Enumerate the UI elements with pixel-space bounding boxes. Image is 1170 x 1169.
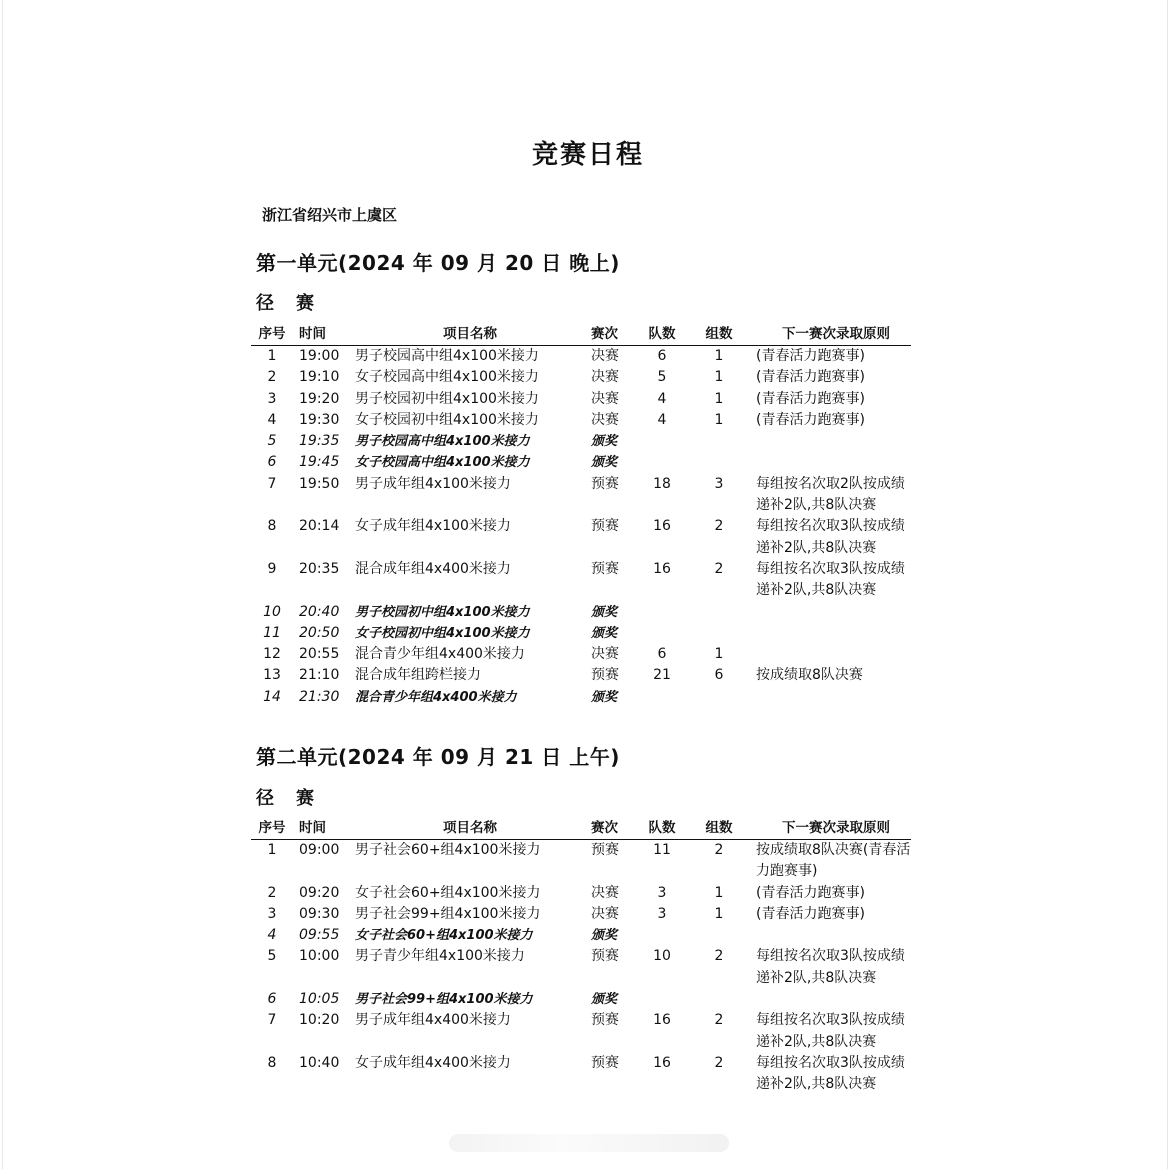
cell-no: 12	[263, 646, 281, 663]
cell-rule: (青春活力跑赛事)	[756, 369, 865, 386]
page-title: 竞赛日程	[531, 140, 644, 170]
table-header	[251, 818, 911, 840]
column-header-time: 时间	[299, 326, 326, 342]
table-row	[251, 644, 911, 665]
unit-1-event-type: 径赛	[256, 293, 336, 314]
cell-round: 决赛	[591, 390, 619, 407]
cell-no: 7	[267, 1012, 277, 1029]
cell-name: 女子成年组4x400米接力	[355, 1054, 511, 1071]
cell-no: 13	[263, 667, 281, 684]
table-row	[251, 602, 911, 623]
cell-name: 混合青少年组4x400米接力	[355, 646, 525, 663]
table-row	[251, 665, 911, 686]
cell-name: 男子校园高中组4x100米接力	[355, 348, 539, 364]
cell-round: 颁奖	[591, 992, 618, 1008]
cell-round: 预赛	[591, 842, 619, 858]
column-header-name: 项目名称	[443, 326, 497, 342]
cell-name: 女子社会60+组4x100米接力	[355, 928, 533, 944]
table-row	[251, 623, 911, 644]
cell-groups: 1	[714, 646, 724, 663]
cell-rule: 按成绩取8队决赛	[756, 667, 863, 684]
cell-round: 决赛	[591, 646, 619, 663]
cell-round: 决赛	[591, 905, 619, 922]
cell-rule: (青春活力跑赛事)	[756, 884, 865, 901]
table-row	[251, 452, 911, 473]
cell-time: 19:10	[299, 369, 340, 386]
cell-time: 10:05	[299, 991, 340, 1008]
cell-no: 10	[263, 603, 281, 620]
cell-no: 6	[267, 991, 277, 1008]
unit-1-heading: 第一单元(2024 年 09 月 20 日 晚上)	[256, 251, 620, 275]
document-page	[2, 0, 1168, 1169]
cell-time: 19:20	[299, 390, 340, 407]
cell-time: 19:45	[299, 454, 340, 471]
cell-name: 男子校园初中组4x100米接力	[355, 390, 539, 407]
cell-round: 颁奖	[591, 928, 618, 944]
column-header-teams: 队数	[648, 326, 676, 342]
cell-no: 3	[267, 905, 277, 922]
cell-name: 混合成年组4x400米接力	[355, 560, 511, 577]
cell-teams: 4	[657, 390, 667, 407]
cell-no: 14	[263, 688, 281, 705]
cell-rule: 每组按名次取3队按成绩递补2队,共8队决赛	[756, 948, 905, 986]
cell-name: 女子社会60+组4x100米接力	[355, 884, 541, 901]
cell-round: 预赛	[591, 560, 619, 577]
cell-round: 决赛	[591, 369, 619, 386]
cell-no: 1	[267, 348, 277, 364]
cell-time: 21:10	[299, 667, 340, 684]
cell-groups: 1	[714, 369, 724, 386]
cell-name: 男子成年组4x400米接力	[355, 1012, 511, 1029]
cell-round: 预赛	[591, 518, 619, 535]
cell-round: 决赛	[591, 884, 619, 901]
table-row	[251, 883, 911, 904]
table-row	[251, 904, 911, 925]
cell-round: 颁奖	[591, 455, 618, 471]
cell-name: 女子校园初中组4x100米接力	[355, 411, 539, 428]
cell-rule: (青春活力跑赛事)	[756, 905, 865, 922]
cell-time: 10:00	[299, 948, 340, 965]
cell-time: 21:30	[299, 688, 340, 705]
cell-round: 颁奖	[591, 689, 618, 705]
cell-teams: 16	[653, 1054, 671, 1071]
cell-groups: 1	[714, 884, 724, 901]
table-row	[251, 925, 911, 946]
cell-name: 混合成年组跨栏接力	[355, 667, 481, 684]
cell-time: 19:35	[299, 433, 340, 450]
cell-name: 女子校园高中组4x100米接力	[355, 455, 530, 471]
column-header-no: 序号	[258, 820, 286, 836]
cell-time: 09:55	[299, 927, 340, 944]
cell-no: 8	[267, 1054, 277, 1071]
cell-name: 男子青少年组4x100米接力	[355, 948, 525, 965]
cell-time: 19:50	[299, 475, 340, 492]
table-row	[251, 431, 911, 452]
cell-name: 男子社会99+组4x100米接力	[355, 905, 541, 922]
cell-round: 颁奖	[591, 604, 618, 620]
cell-groups: 1	[714, 390, 724, 407]
cell-name: 女子校园初中组4x100米接力	[355, 625, 530, 641]
column-header-time: 时间	[299, 820, 326, 836]
cell-no: 4	[267, 411, 277, 428]
cell-no: 2	[267, 369, 277, 386]
cell-round: 预赛	[591, 1012, 619, 1029]
cell-round: 预赛	[591, 948, 619, 965]
cell-name: 男子成年组4x100米接力	[355, 475, 511, 492]
cell-rule: 每组按名次取3队按成绩递补2队,共8队决赛	[756, 560, 905, 599]
cell-time: 19:30	[299, 411, 340, 428]
cell-groups: 2	[714, 842, 724, 858]
cell-teams: 3	[657, 905, 667, 922]
cell-rule: 每组按名次取3队按成绩递补2队,共8队决赛	[756, 1054, 905, 1093]
unit-2-heading: 第二单元(2024 年 09 月 21 日 上午)	[256, 745, 620, 769]
table-row	[251, 389, 911, 410]
cell-groups: 2	[714, 1012, 724, 1029]
cell-groups: 2	[714, 948, 724, 965]
table-row	[251, 516, 911, 559]
cell-teams: 11	[653, 842, 671, 858]
table-row	[251, 1010, 911, 1053]
cell-no: 5	[267, 948, 277, 965]
cell-time: 09:20	[299, 884, 340, 901]
cell-time: 10:20	[299, 1012, 340, 1029]
cell-teams: 4	[657, 411, 667, 428]
cell-no: 5	[267, 433, 277, 450]
cell-time: 20:50	[299, 624, 340, 641]
cell-teams: 3	[657, 884, 667, 901]
cell-name: 女子校园高中组4x100米接力	[355, 369, 539, 386]
cell-no: 2	[267, 884, 277, 901]
cell-teams: 5	[657, 369, 667, 386]
cell-name: 男子社会99+组4x100米接力	[355, 992, 533, 1008]
cell-round: 预赛	[591, 667, 619, 684]
cell-groups: 2	[714, 518, 724, 535]
cell-groups: 1	[714, 411, 724, 428]
table-row	[251, 559, 911, 602]
cell-name: 女子成年组4x100米接力	[355, 518, 511, 535]
cell-time: 19:00	[299, 348, 340, 364]
cell-round: 预赛	[591, 1054, 619, 1071]
cell-no: 8	[267, 518, 277, 535]
column-header-rule: 下一赛次录取原则	[782, 820, 890, 836]
unit-1-schedule-table	[251, 324, 911, 708]
cell-no: 9	[267, 560, 277, 577]
cell-time: 09:00	[299, 842, 340, 858]
table-row	[251, 410, 911, 431]
column-header-groups: 组数	[705, 326, 733, 342]
cell-teams: 21	[653, 667, 671, 684]
cell-name: 男子社会60+组4x100米接力	[355, 842, 541, 858]
cell-no: 7	[267, 475, 277, 492]
cell-time: 20:35	[299, 560, 340, 577]
location-label: 浙江省绍兴市上虞区	[262, 206, 398, 224]
cell-rule: (青春活力跑赛事)	[756, 411, 865, 428]
cell-round: 决赛	[591, 411, 619, 428]
column-header-no: 序号	[258, 326, 286, 342]
cell-rule: (青春活力跑赛事)	[756, 390, 865, 407]
table-row	[251, 474, 911, 517]
cell-name: 男子校园高中组4x100米接力	[355, 434, 530, 450]
cell-no: 1	[267, 842, 277, 858]
cell-time: 10:40	[299, 1054, 340, 1071]
cell-no: 3	[267, 390, 277, 407]
table-row	[251, 946, 911, 989]
cell-no: 11	[263, 624, 281, 641]
cell-groups: 2	[714, 1054, 724, 1071]
table-row	[251, 1053, 911, 1096]
column-header-teams: 队数	[648, 820, 676, 836]
cell-teams: 16	[653, 518, 671, 535]
cell-teams: 18	[653, 475, 671, 492]
unit-2-event-type: 径赛	[256, 788, 336, 809]
watermark-bar	[449, 1134, 729, 1152]
cell-groups: 1	[714, 348, 724, 364]
cell-round: 颁奖	[591, 625, 618, 641]
table-row	[251, 687, 911, 708]
cell-groups: 3	[714, 475, 724, 492]
cell-time: 20:40	[299, 603, 340, 620]
cell-rule: (青春活力跑赛事)	[756, 348, 865, 364]
cell-rule: 每组按名次取3队按成绩递补2队,共8队决赛	[756, 518, 905, 556]
table-row	[251, 989, 911, 1010]
cell-time: 20:55	[299, 646, 340, 663]
cell-no: 4	[267, 927, 277, 944]
column-header-name: 项目名称	[443, 820, 497, 836]
cell-groups: 2	[714, 560, 724, 577]
cell-teams: 10	[653, 948, 671, 965]
cell-round: 预赛	[591, 475, 619, 492]
column-header-round: 赛次	[591, 820, 618, 836]
unit-2-schedule-table	[251, 818, 911, 1096]
cell-teams: 16	[653, 560, 671, 577]
cell-groups: 1	[714, 905, 724, 922]
cell-rule: 按成绩取8队决赛(青春活力跑赛事)	[756, 842, 911, 880]
table-row	[251, 840, 911, 883]
cell-time: 20:14	[299, 518, 340, 535]
cell-time: 09:30	[299, 905, 340, 922]
cell-round: 颁奖	[591, 434, 618, 450]
cell-teams: 6	[657, 646, 667, 663]
column-header-rule: 下一赛次录取原则	[782, 326, 890, 342]
table-header	[251, 324, 911, 346]
cell-teams: 16	[653, 1012, 671, 1029]
table-row	[251, 346, 911, 367]
column-header-round: 赛次	[591, 326, 618, 342]
table-row	[251, 367, 911, 388]
cell-no: 6	[267, 454, 277, 471]
cell-rule: 每组按名次取2队按成绩递补2队,共8队决赛	[756, 475, 905, 514]
column-header-groups: 组数	[705, 820, 733, 836]
cell-groups: 6	[714, 667, 724, 684]
cell-name: 男子校园初中组4x100米接力	[355, 604, 530, 620]
cell-name: 混合青少年组4x400米接力	[355, 689, 517, 705]
cell-round: 决赛	[591, 348, 619, 364]
cell-teams: 6	[657, 348, 667, 364]
cell-rule: 每组按名次取3队按成绩递补2队,共8队决赛	[756, 1012, 905, 1050]
